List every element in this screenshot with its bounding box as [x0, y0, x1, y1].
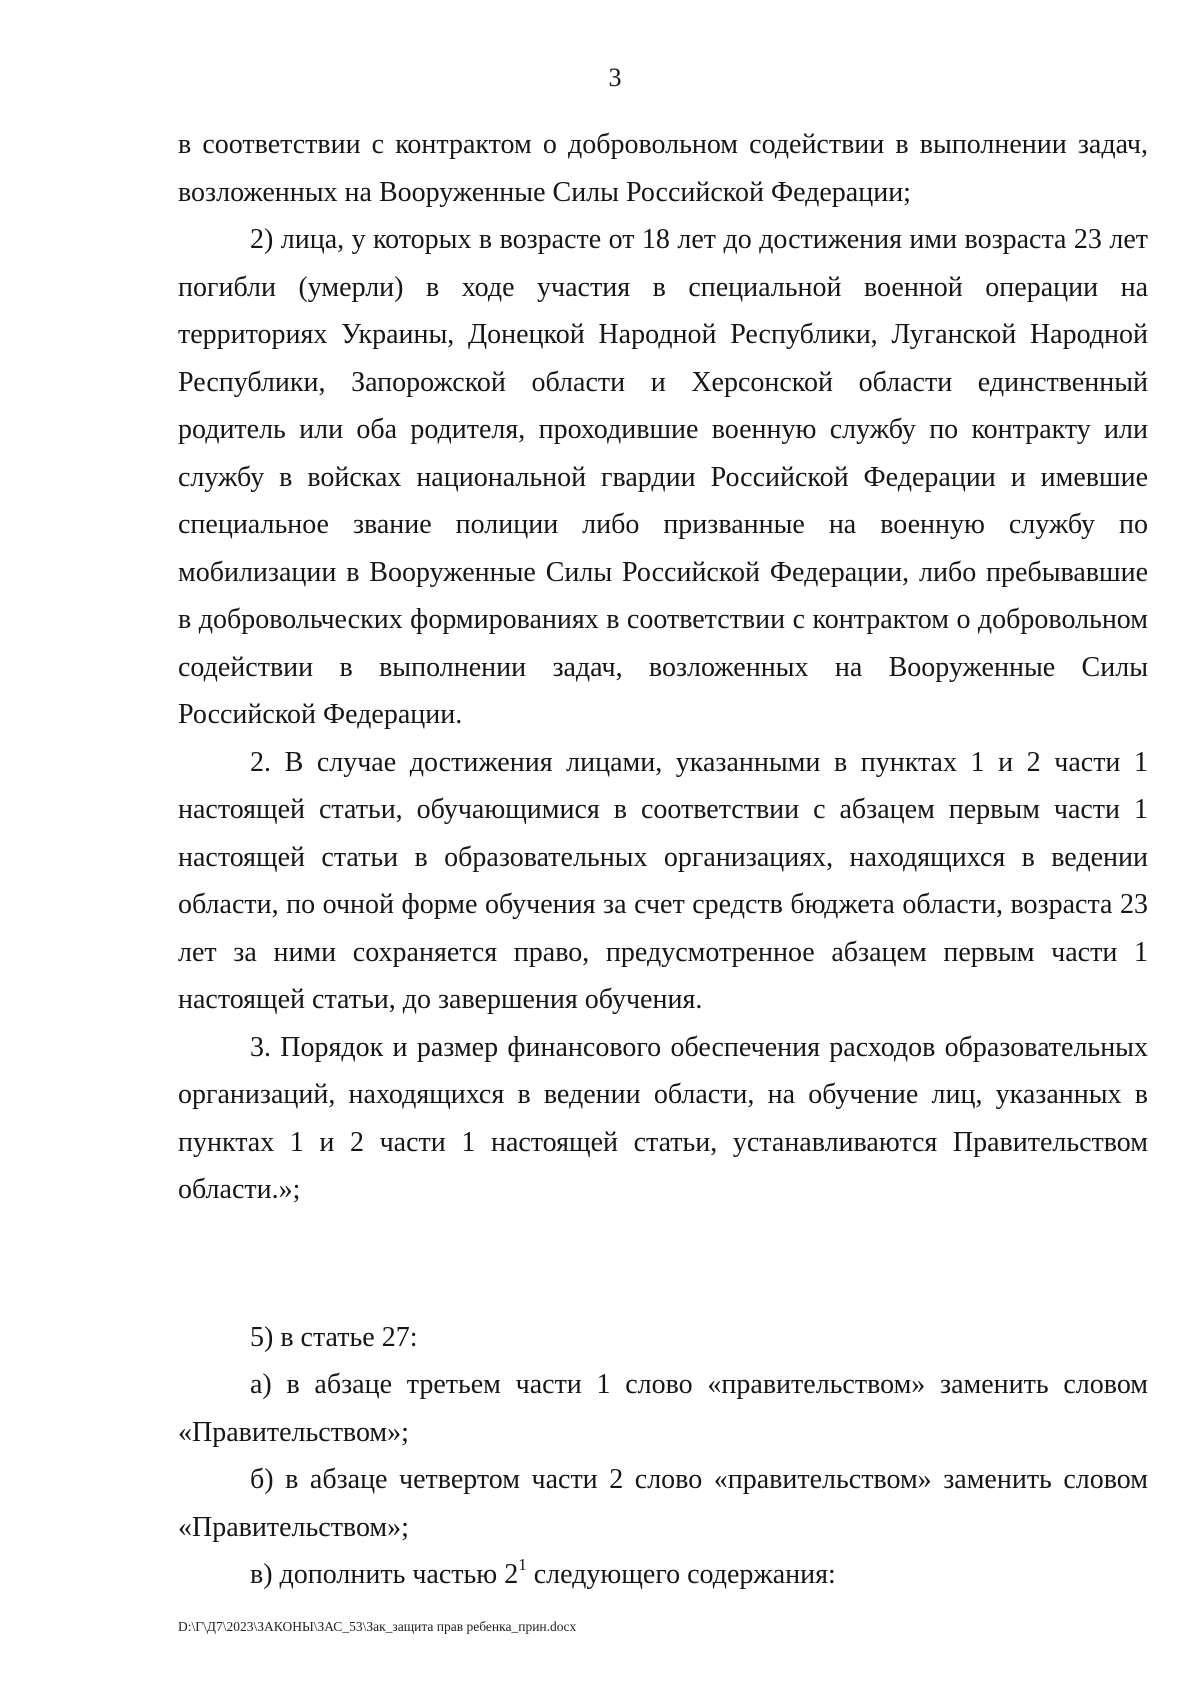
paragraph-part-2: 2. В случае достижения лицами, указанными в пунктах 1 и 2 части 1 настоящей статьи, обучающимися в соответствии с абзацем первым части 1 настоящей статьи в образовательных организациях, находящихся в ведении области, по очной форме обучения за счет средств бюджета области, возраста 23 лет за ними сохраняется право, предусмотренное абзацем первым части 1 настоящей статьи, до завершения обучения.	[178, 746, 1148, 1015]
subitem-v-text-start: в) дополнить частью 2	[250, 1559, 519, 1590]
document-body	[178, 121, 1148, 1599]
spacer	[178, 1214, 1148, 1314]
paragraph-subitem-a: а) в абзаце третьем части 1 слово «правительством» заменить словом «Правительством»;	[178, 1369, 1148, 1448]
page-number: 3	[608, 63, 622, 92]
paragraph-subitem-v	[178, 1551, 1148, 1599]
paragraph-item-2: 2) лица, у которых в возрасте от 18 лет до достижения ими возраста 23 лет погибли (умерли) в ходе участия в специальной военной операции на территориях Украины, Донецкой Народной Республики, Луганской Народной Республики, Запорожской области и Херсонской области единственный родитель или оба родителя, проходившие военную службу по контракту или службу в войсках национальной гвардии Российской Федерации и имевшие специальное звание полиции либо призванные на военную службу по мобилизации в Вооруженные Силы Российской Федерации, либо пребывавшие в добровольческих формированиях в соответствии с контрактом о добровольном содействии в выполнении задач, возложенных на Вооруженные Силы Российской Федерации.	[178, 224, 1148, 730]
paragraph-part-3: 3. Порядок и размер финансового обеспечения расходов образовательных организаций, находящихся в ведении области, на обучение лиц, указанных в пунктах 1 и 2 части 1 настоящей статьи, устанавливаются Правительством области.»;	[178, 1031, 1148, 1205]
superscript-index: 1	[518, 1555, 527, 1574]
paragraph-continuation: в соответствии с контрактом о добровольном содействии в выполнении задач, возложенных на Вооруженные Силы Российской Федерации;	[178, 129, 1148, 208]
paragraph-subitem-b: б) в абзаце четвертом части 2 слово «правительством» заменить словом «Правительством»;	[178, 1464, 1148, 1543]
subitem-v-text-end: следующего содержания:	[526, 1559, 836, 1590]
paragraph-article-27: 5) в статье 27:	[250, 1321, 418, 1353]
file-path-footer: D:\Г\Д7\2023\ЗАКОНЫ\ЗАС_53\Зак_защита прав ребенка_прин.docx	[178, 1619, 577, 1634]
